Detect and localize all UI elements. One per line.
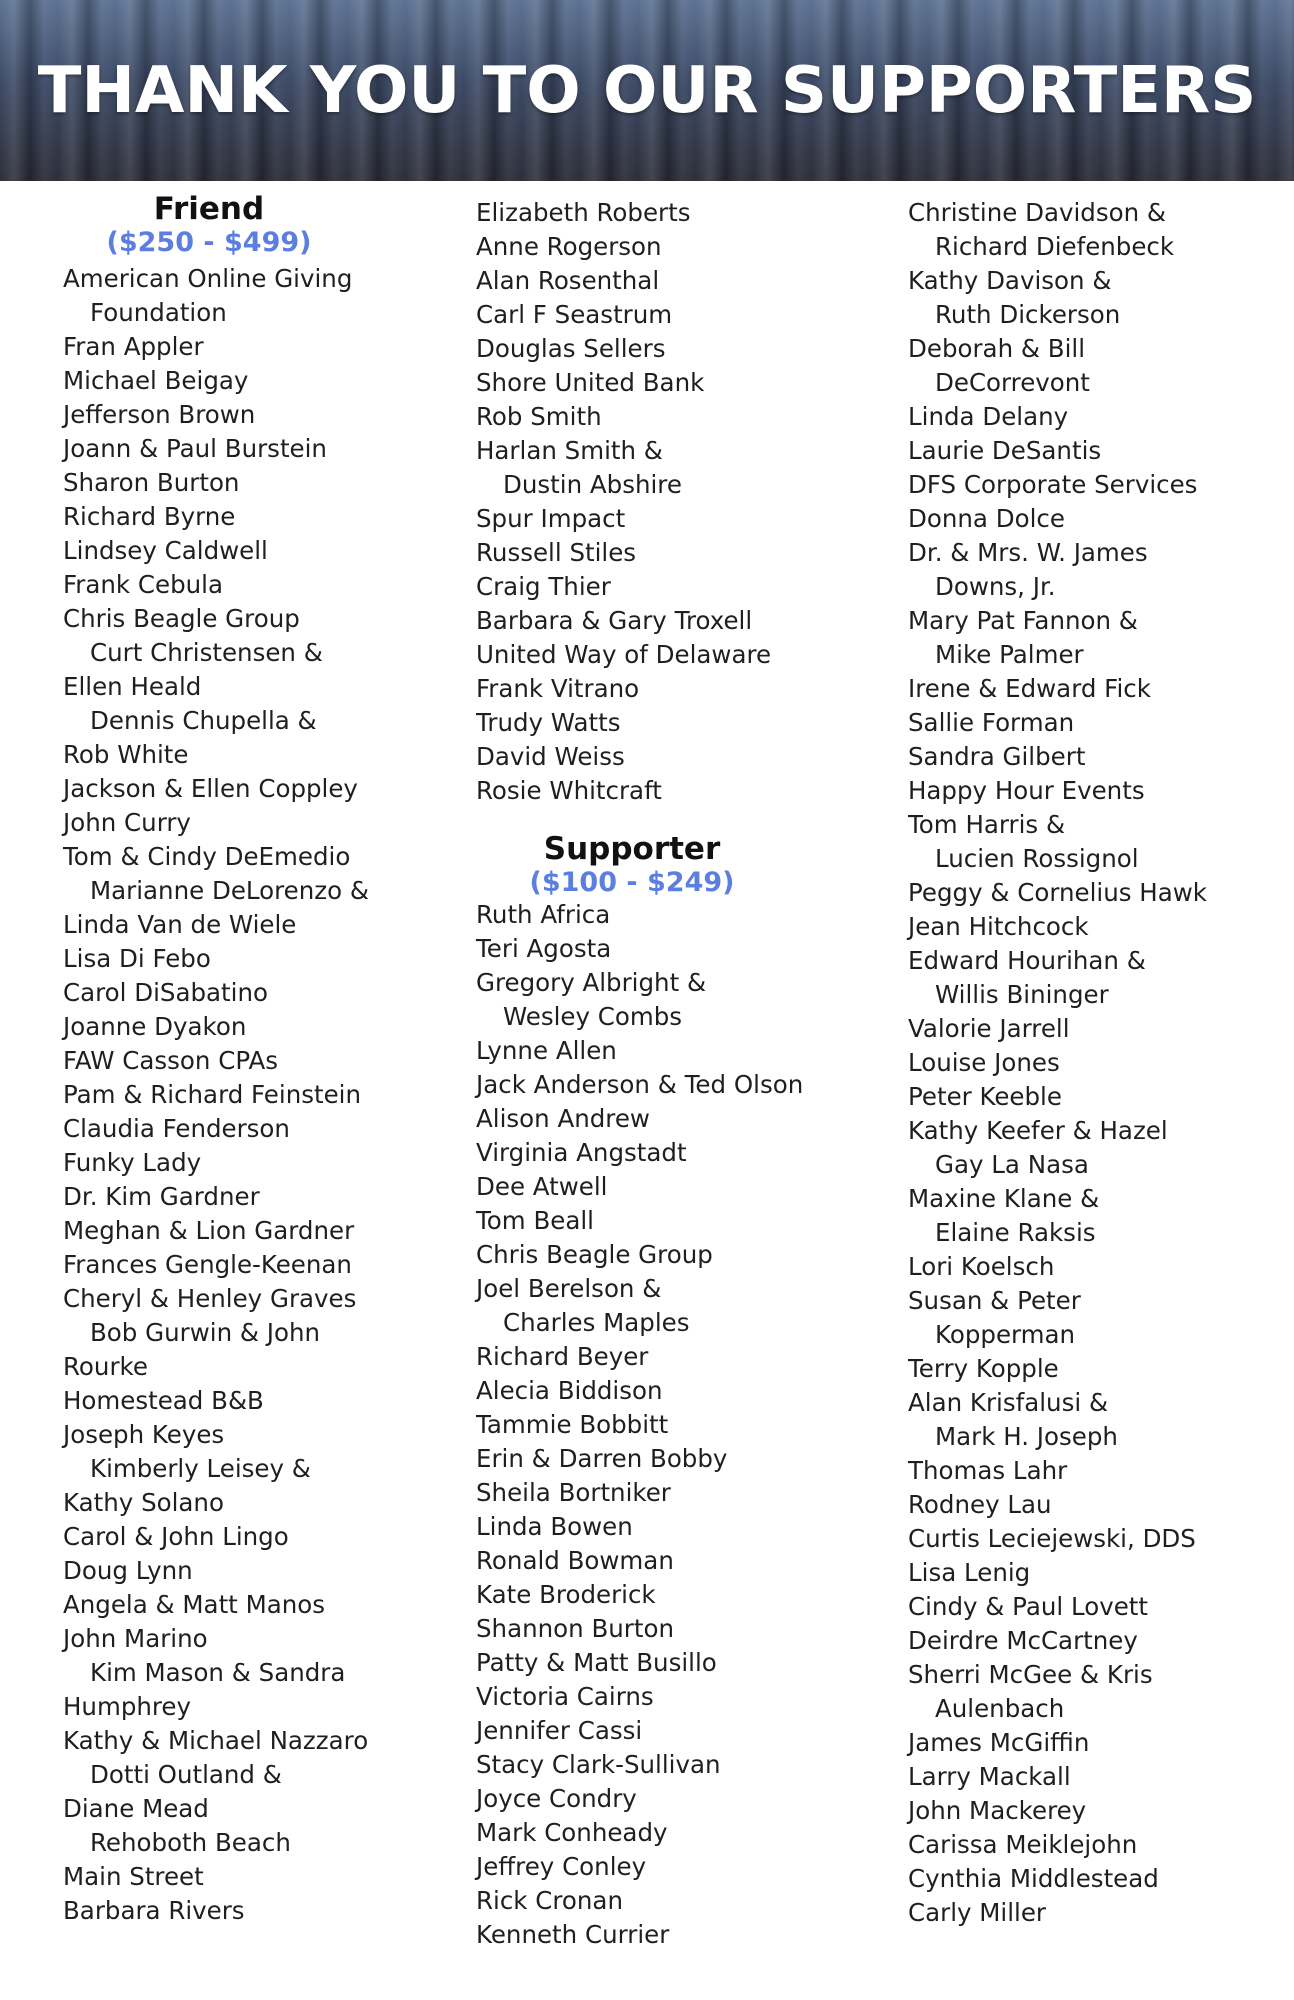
column-1: [63, 190, 393, 1928]
supporter-name: Lori Koelsch: [908, 1252, 1055, 1281]
section-title-supporter: Supporter: [543, 831, 721, 867]
supporter-name-continued: Mike Palmer: [935, 640, 1084, 669]
supporter-name-continued: Richard Diefenbeck: [935, 232, 1175, 261]
supporter-name: Meghan & Lion Gardner: [63, 1216, 355, 1245]
supporter-name: Joann & Paul Burstein: [63, 434, 327, 463]
supporter-name: Barbara Rivers: [63, 1896, 245, 1925]
supporter-name-continued: Charles Maples: [503, 1308, 690, 1337]
supporter-name: Dr. & Mrs. W. James: [908, 538, 1148, 567]
supporter-name: Funky Lady: [63, 1148, 202, 1177]
supporter-name: Joyce Condry: [476, 1784, 637, 1813]
supporter-name: Alecia Biddison: [476, 1376, 663, 1405]
supporter-name-continued: Kopperman: [935, 1320, 1076, 1349]
supporter-name-continued: Lucien Rossignol: [935, 844, 1139, 873]
supporter-name: Linda Van de Wiele: [63, 910, 297, 939]
supporter-name: Elizabeth Roberts: [476, 198, 691, 227]
supporter-name: Michael Beigay: [63, 366, 249, 395]
supporter-name: Frank Vitrano: [476, 674, 640, 703]
supporter-name: Claudia Fenderson: [63, 1114, 290, 1143]
column-2: [476, 190, 856, 1952]
supporter-list: [476, 898, 856, 1952]
supporter-name: Dr. Kim Gardner: [63, 1182, 260, 1211]
section-range-supporter: ($100 - $249): [529, 867, 735, 898]
supporter-name: Rourke: [63, 1352, 148, 1381]
supporter-name: Curtis Leciejewski, DDS: [908, 1524, 1196, 1553]
supporter-name: Jackson & Ellen Coppley: [63, 774, 358, 803]
supporter-name: American Online Giving: [63, 264, 353, 293]
supporter-name: Lisa Lenig: [908, 1558, 1031, 1587]
supporter-name: Christine Davidson &: [908, 198, 1166, 227]
supporter-name: Carly Miller: [908, 1898, 1046, 1927]
supporter-name: Rob Smith: [476, 402, 602, 431]
supporter-name: Carissa Meiklejohn: [908, 1830, 1138, 1859]
supporter-name: Linda Delany: [908, 402, 1069, 431]
supporter-name: Terry Kopple: [908, 1354, 1059, 1383]
supporter-name: Ruth Africa: [476, 900, 611, 929]
supporter-name: Richard Byrne: [63, 502, 236, 531]
supporter-name-continued: Kim Mason & Sandra: [90, 1658, 346, 1687]
supporter-name: Larry Mackall: [908, 1762, 1071, 1791]
supporter-name: Kathy Davison &: [908, 266, 1112, 295]
supporter-name: Susan & Peter: [908, 1286, 1081, 1315]
supporter-name: Jeffrey Conley: [476, 1852, 647, 1881]
supporter-name: Laurie DeSantis: [908, 436, 1102, 465]
supporter-name-continued: Kimberly Leisey &: [90, 1454, 311, 1483]
supporter-name-continued: DeCorrevont: [935, 368, 1090, 397]
supporter-name: Chris Beagle Group: [63, 604, 300, 633]
supporter-name: Kate Broderick: [476, 1580, 656, 1609]
supporter-list-continued: [908, 196, 1278, 1930]
supporter-name: Shannon Burton: [476, 1614, 674, 1643]
supporter-name: Joanne Dyakon: [63, 1012, 247, 1041]
supporter-name: Diane Mead: [63, 1794, 209, 1823]
supporter-name: Dee Atwell: [476, 1172, 608, 1201]
supporter-name-continued: Gay La Nasa: [935, 1150, 1089, 1179]
supporter-name-continued: Ruth Dickerson: [935, 300, 1121, 329]
supporter-name: Peter Keeble: [908, 1082, 1062, 1111]
supporter-name: United Way of Delaware: [476, 640, 772, 669]
supporter-name: Patty & Matt Busillo: [476, 1648, 717, 1677]
friend-section-header: [63, 190, 355, 258]
supporter-name: Victoria Cairns: [476, 1682, 654, 1711]
supporter-name: Rosie Whitcraft: [476, 776, 662, 805]
supporter-name: Jennifer Cassi: [476, 1716, 643, 1745]
supporter-name: Erin & Darren Bobby: [476, 1444, 728, 1473]
friend-list: [63, 262, 393, 1928]
header-banner: [0, 0, 1294, 181]
supporter-name: Richard Beyer: [476, 1342, 649, 1371]
supporter-name: Maxine Klane &: [908, 1184, 1100, 1213]
supporter-name: Kenneth Currier: [476, 1920, 670, 1949]
supporter-name: Irene & Edward Fick: [908, 674, 1151, 703]
supporter-name: Harlan Smith &: [476, 436, 663, 465]
supporter-name: Happy Hour Events: [908, 776, 1145, 805]
supporter-name: Tom Beall: [476, 1206, 594, 1235]
supporter-name: Fran Appler: [63, 332, 204, 361]
supporter-name: Pam & Richard Feinstein: [63, 1080, 361, 1109]
supporter-name: John Marino: [63, 1624, 208, 1653]
supporter-name: Shore United Bank: [476, 368, 705, 397]
supporter-name: Tammie Bobbitt: [476, 1410, 669, 1439]
supporter-name: Stacy Clark-Sullivan: [476, 1750, 721, 1779]
supporter-name-continued: Foundation: [90, 298, 227, 327]
supporter-name: Sharon Burton: [63, 468, 240, 497]
supporter-name: Lindsey Caldwell: [63, 536, 268, 565]
supporter-name: John Curry: [63, 808, 191, 837]
supporter-name-continued: Rehoboth Beach: [90, 1828, 291, 1857]
supporter-name: Deirdre McCartney: [908, 1626, 1138, 1655]
supporter-name: Jefferson Brown: [63, 400, 256, 429]
supporter-name: Doug Lynn: [63, 1556, 193, 1585]
supporter-name-continued: Wesley Combs: [503, 1002, 683, 1031]
supporter-name: FAW Casson CPAs: [63, 1046, 279, 1075]
supporter-name: Deborah & Bill: [908, 334, 1086, 363]
supporter-name: Rodney Lau: [908, 1490, 1052, 1519]
supporter-name: Ronald Bowman: [476, 1546, 674, 1575]
supporter-name-continued: Aulenbach: [935, 1694, 1065, 1723]
supporter-name: Chris Beagle Group: [476, 1240, 713, 1269]
supporter-name: Virginia Angstadt: [476, 1138, 687, 1167]
supporter-name: Homestead B&B: [63, 1386, 264, 1415]
supporter-name: John Mackerey: [908, 1796, 1087, 1825]
supporter-name: Sheila Bortniker: [476, 1478, 671, 1507]
supporter-name-continued: Marianne DeLorenzo &: [90, 876, 369, 905]
supporter-name: Peggy & Cornelius Hawk: [908, 878, 1207, 907]
supporter-name: Russell Stiles: [476, 538, 637, 567]
supporter-name: Barbara & Gary Troxell: [476, 606, 753, 635]
supporter-name: Humphrey: [63, 1692, 192, 1721]
supporter-name: Sherri McGee & Kris: [908, 1660, 1153, 1689]
supporter-name: DFS Corporate Services: [908, 470, 1198, 499]
supporter-name-continued: Dustin Abshire: [503, 470, 682, 499]
supporter-name-continued: Elaine Raksis: [935, 1218, 1096, 1247]
supporter-name: Valorie Jarrell: [908, 1014, 1070, 1043]
friend-list-continued: [476, 196, 856, 808]
supporter-name: David Weiss: [476, 742, 625, 771]
supporter-name: Carol DiSabatino: [63, 978, 268, 1007]
supporter-name: Douglas Sellers: [476, 334, 666, 363]
supporter-name-continued: Mark H. Joseph: [935, 1422, 1118, 1451]
supporter-name: Tom Harris &: [908, 810, 1066, 839]
supporter-name: Mark Conheady: [476, 1818, 668, 1847]
supporter-name: Joseph Keyes: [63, 1420, 225, 1449]
supporter-name: Alison Andrew: [476, 1104, 650, 1133]
section-range-friend: ($250 - $499): [106, 227, 312, 258]
supporter-name: Carl F Seastrum: [476, 300, 673, 329]
supporter-name: Angela & Matt Manos: [63, 1590, 325, 1619]
supporter-name: Teri Agosta: [476, 934, 612, 963]
supporter-name: Gregory Albright &: [476, 968, 707, 997]
supporter-name: Cheryl & Henley Graves: [63, 1284, 357, 1313]
section-title-friend: Friend: [153, 191, 265, 227]
supporter-name: Rob White: [63, 740, 189, 769]
supporter-name: Sallie Forman: [908, 708, 1075, 737]
supporter-name: Rick Cronan: [476, 1886, 623, 1915]
page-title: THANK YOU TO OUR SUPPORTERS: [37, 53, 1257, 128]
supporter-name: Joel Berelson &: [476, 1274, 662, 1303]
supporter-name: Linda Bowen: [476, 1512, 633, 1541]
supporter-name-continued: Bob Gurwin & John: [90, 1318, 321, 1347]
supporter-name: Cynthia Middlestead: [908, 1864, 1159, 1893]
supporter-name: Spur Impact: [476, 504, 626, 533]
supporter-name: Tom & Cindy DeEmedio: [63, 842, 351, 871]
supporter-name: Louise Jones: [908, 1048, 1060, 1077]
supporter-name: Kathy Solano: [63, 1488, 224, 1517]
supporter-name-continued: Curt Christensen &: [90, 638, 323, 667]
supporter-name: Cindy & Paul Lovett: [908, 1592, 1148, 1621]
supporter-name: Main Street: [63, 1862, 204, 1891]
supporter-name-continued: Dotti Outland &: [90, 1760, 282, 1789]
supporter-name: Ellen Heald: [63, 672, 202, 701]
supporter-name: Alan Krisfalusi &: [908, 1388, 1109, 1417]
supporter-name: Donna Dolce: [908, 504, 1065, 533]
supporter-name-continued: Downs, Jr.: [935, 572, 1056, 601]
supporter-name: Lisa Di Febo: [63, 944, 211, 973]
supporter-name: Frances Gengle-Keenan: [63, 1250, 352, 1279]
supporter-name: Carol & John Lingo: [63, 1522, 289, 1551]
supporter-name: Sandra Gilbert: [908, 742, 1086, 771]
supporter-name: Jack Anderson & Ted Olson: [476, 1070, 804, 1099]
supporter-name-continued: Willis Bininger: [935, 980, 1109, 1009]
supporter-name-continued: Dennis Chupella &: [90, 706, 317, 735]
supporter-name: Jean Hitchcock: [908, 912, 1089, 941]
supporter-name: Kathy & Michael Nazzaro: [63, 1726, 369, 1755]
supporter-section-header: [476, 830, 788, 898]
supporter-name: Anne Rogerson: [476, 232, 662, 261]
supporter-name: Lynne Allen: [476, 1036, 617, 1065]
supporter-name: Frank Cebula: [63, 570, 223, 599]
supporter-name: Trudy Watts: [476, 708, 621, 737]
supporter-name: James McGiffin: [908, 1728, 1090, 1757]
supporter-name: Edward Hourihan &: [908, 946, 1146, 975]
supporter-name: Mary Pat Fannon &: [908, 606, 1138, 635]
supporter-name: Craig Thier: [476, 572, 611, 601]
supporter-name: Kathy Keefer & Hazel: [908, 1116, 1168, 1145]
supporter-name: Thomas Lahr: [908, 1456, 1068, 1485]
column-3: [908, 190, 1278, 1930]
supporter-name: Alan Rosenthal: [476, 266, 660, 295]
